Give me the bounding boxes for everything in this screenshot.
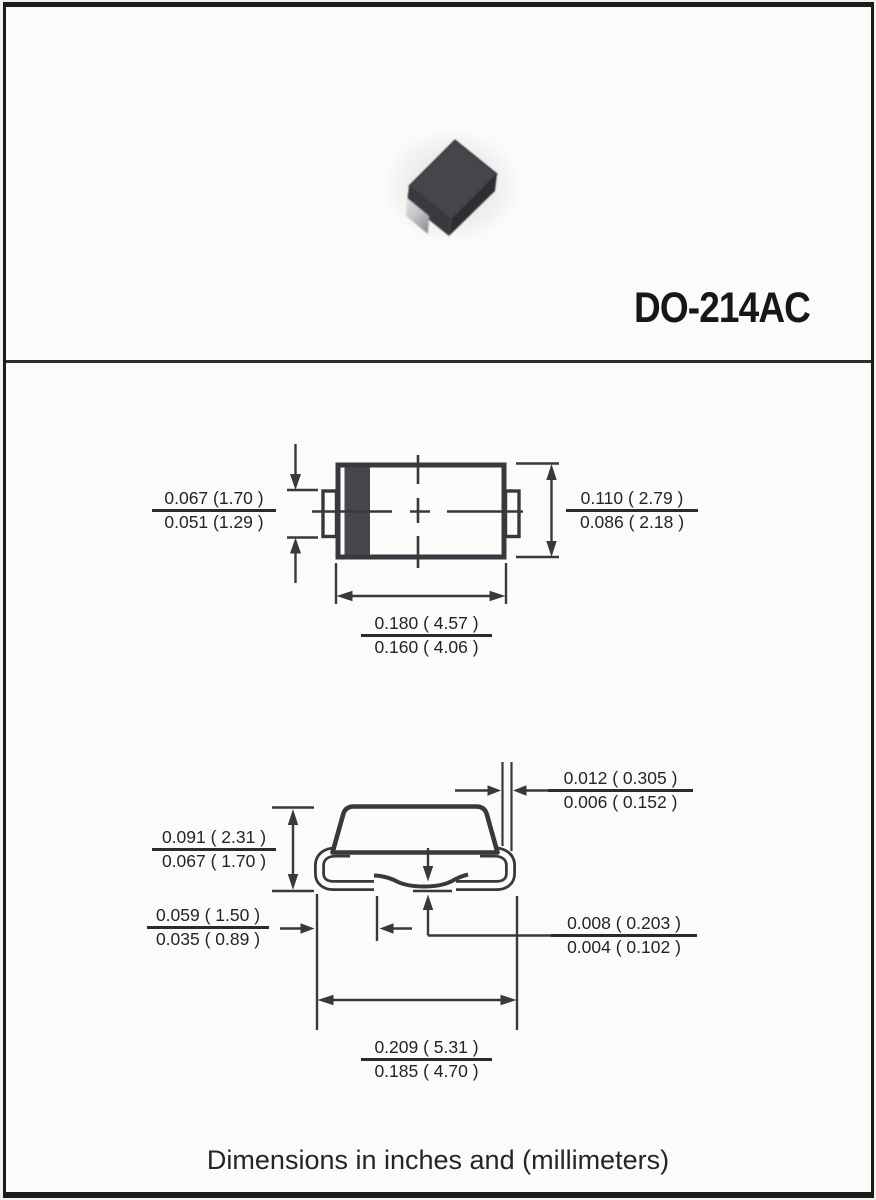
dim-min-value: 0.006 ( 0.152 ) bbox=[563, 791, 678, 812]
dim-min-value: 0.051 (1.29 ) bbox=[164, 511, 264, 532]
dim-max-value: 0.209 ( 5.31 ) bbox=[374, 1037, 479, 1057]
package-photo bbox=[382, 128, 522, 244]
dim-lines-terminal-width bbox=[287, 444, 318, 583]
dim-max-value: 0.067 (1.70 ) bbox=[164, 488, 264, 508]
dim-max-value: 0.180 ( 4.57 ) bbox=[374, 613, 479, 633]
dim-max-value: 0.012 ( 0.305 ) bbox=[563, 768, 678, 788]
arrowhead-left bbox=[337, 591, 353, 601]
arrowhead-right bbox=[501, 995, 517, 1005]
top-view-drawing bbox=[287, 444, 559, 604]
dim-label-lead-thickness bbox=[548, 769, 693, 812]
dim-label-side-height bbox=[152, 828, 276, 871]
side-view-body-bottom bbox=[374, 875, 468, 887]
package-name-title: DO-214AC bbox=[634, 284, 811, 332]
dim-label-body-height bbox=[566, 489, 698, 532]
arrowhead-right bbox=[488, 785, 502, 795]
dim-max-value: 0.091 ( 2.31 ) bbox=[161, 827, 267, 847]
arrowhead-up bbox=[290, 538, 301, 554]
dim-min-value: 0.086 ( 2.18 ) bbox=[579, 511, 685, 532]
side-view-left-lead bbox=[320, 852, 375, 886]
dim-min-value: 0.035 ( 0.89 ) bbox=[155, 928, 261, 949]
arrowhead-down bbox=[290, 474, 301, 490]
lead-thickness-lines bbox=[503, 762, 512, 851]
arrowhead-left bbox=[380, 923, 394, 933]
dim-max-value: 0.110 ( 2.79 ) bbox=[580, 488, 684, 508]
dim-label-body-length bbox=[361, 614, 492, 657]
dim-lines-side-height bbox=[272, 808, 314, 892]
dim-lines-body-length bbox=[336, 563, 506, 604]
arrowhead-right bbox=[301, 923, 315, 933]
arrowhead-down bbox=[546, 541, 556, 557]
dim-min-value: 0.004 ( 0.102 ) bbox=[567, 936, 681, 957]
dim-label-standoff-height bbox=[551, 914, 697, 957]
dim-label-foot-length bbox=[147, 906, 269, 949]
dim-lines-lead-thickness bbox=[455, 785, 553, 795]
top-view-left-terminal bbox=[323, 491, 337, 537]
dim-max-value: 0.059 ( 1.50 ) bbox=[155, 905, 261, 925]
arrowhead-left bbox=[318, 995, 334, 1005]
dim-lines-foot-length bbox=[280, 896, 412, 941]
units-caption: Dimensions in inches and (millimeters) bbox=[206, 1145, 670, 1175]
dim-min-value: 0.185 ( 4.70 ) bbox=[374, 1060, 479, 1081]
dim-min-value: 0.067 ( 1.70 ) bbox=[161, 850, 267, 871]
arrowhead-up bbox=[546, 464, 556, 480]
dim-max-value: 0.008 ( 0.203 ) bbox=[567, 913, 681, 933]
dim-label-terminal-width bbox=[152, 489, 276, 532]
dim-label-overall-length bbox=[361, 1038, 492, 1081]
side-view-drawing bbox=[272, 762, 556, 1030]
side-view-right-lead bbox=[456, 852, 511, 886]
arrowhead-down bbox=[288, 874, 298, 890]
arrowhead-up bbox=[288, 809, 298, 825]
dim-lines-overall-length bbox=[317, 894, 517, 1030]
arrowhead-left bbox=[513, 785, 527, 795]
arrowhead-right bbox=[490, 591, 506, 601]
side-view-body bbox=[333, 807, 498, 853]
dim-min-value: 0.160 ( 4.06 ) bbox=[374, 636, 479, 657]
arrowhead-down bbox=[423, 866, 433, 882]
top-view-right-terminal bbox=[506, 491, 520, 537]
arrowhead-up bbox=[423, 895, 433, 911]
